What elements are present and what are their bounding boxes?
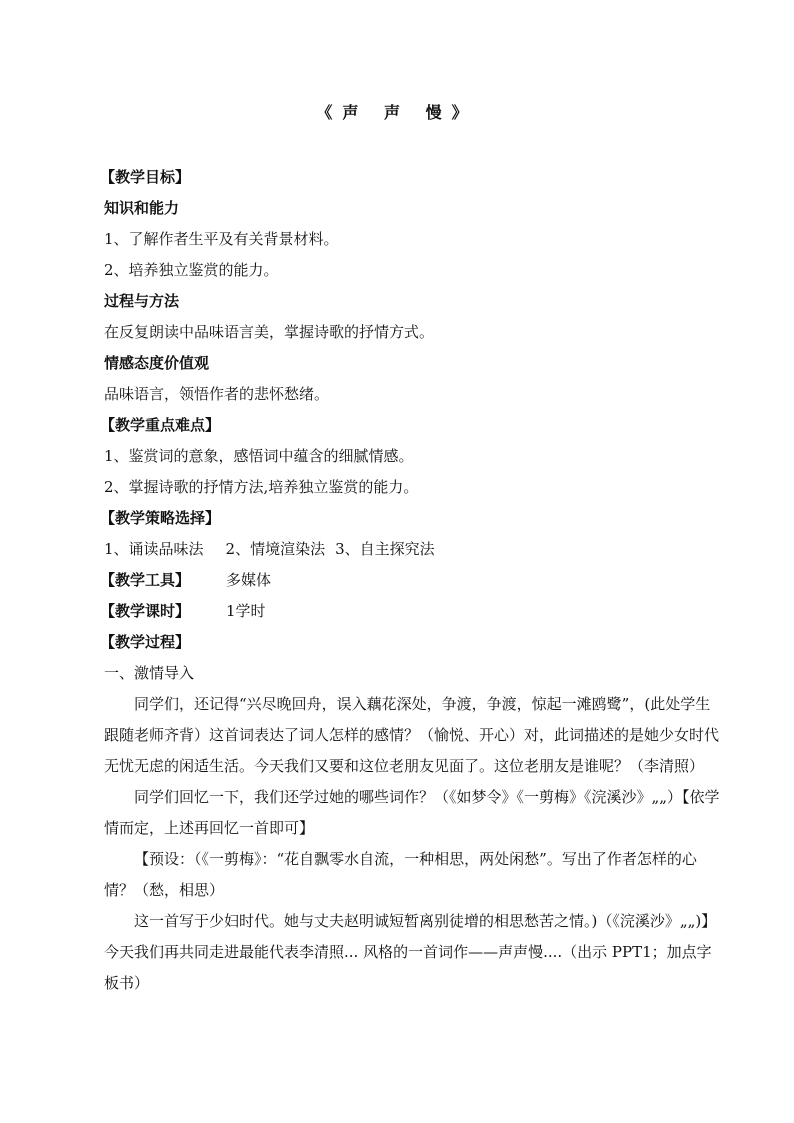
knowledge-heading: 知识和能力 <box>104 199 180 217</box>
hours-label: 【教学课时】 <box>100 602 191 620</box>
body-paragraph: 这一首写于少妇时代。她与丈夫赵明诚短暂离别徒增的相思愁苦之情。)（《浣溪沙》„„)】今天我们再共同走进最能代表李清照... 风格的一首词作——声声慢....（出示 PPT1；加点字板书） <box>104 912 717 992</box>
tools-row <box>100 565 724 596</box>
knowledge-item: 1、了解作者生平及有关背景材料。 <box>104 230 339 248</box>
process-steps-heading: 【教学过程】 <box>100 633 191 651</box>
process-heading: 过程与方法 <box>104 292 180 310</box>
body-paragraph: 【预设：（《一剪梅》：“花自飘零水自流，一种相思，两处闲愁”。写出了作者怎样的心情？（愁，相思） <box>104 850 697 899</box>
page-title: 《声 声 慢》 <box>316 103 478 122</box>
tools-label: 【教学工具】 <box>100 571 191 589</box>
body-paragraph: 同学们，还记得“兴尽晚回舟，误入藕花深处，争渡，争渡，惊起一滩鸥鹭”，(此处学生跟随老师齐背）这首词表达了词人怎样的感情？（愉悦、开心）对，此词描述的是她少女时代无忧无虑的闲适生活。今天我们又要和这位老朋友见面了。这位老朋友是谁呢？（李清照） <box>104 695 720 775</box>
key-heading: 【教学重点难点】 <box>100 416 221 434</box>
tools-value: 多媒体 <box>226 571 272 589</box>
strategy-item: 3、自主探究法 <box>335 540 435 558</box>
knowledge-item: 2、培养独立鉴赏的能力。 <box>104 261 279 279</box>
strategy-item: 2、情境渲染法 <box>225 540 326 558</box>
strategy-heading: 【教学策略选择】 <box>100 509 221 527</box>
hours-row <box>100 596 724 627</box>
step1-heading: 一、激情导入 <box>104 664 195 682</box>
emotion-heading: 情感态度价值观 <box>104 354 210 372</box>
key-item: 1、鉴赏词的意象，感悟词中蕴含的细腻情感。 <box>104 447 414 465</box>
document-body <box>100 162 724 999</box>
strategy-item: 1、诵读品味法 <box>104 540 204 558</box>
strategy-items <box>104 534 724 565</box>
process-text: 在反复朗读中品味语言美，掌握诗歌的抒情方式。 <box>104 323 435 341</box>
body-paragraph: 同学们回忆一下，我们还学过她的哪些词作？（《如梦令》《一剪梅》《浣溪沙》„„）【依学情而定，上述再回忆一首即可】 <box>104 788 720 837</box>
hours-value: 1学时 <box>226 602 266 620</box>
key-item: 2、掌握诗歌的抒情方法,培养独立鉴赏的能力。 <box>104 478 419 496</box>
goals-heading: 【教学目标】 <box>100 168 191 186</box>
emotion-text: 品味语言，领悟作者的悲怀愁绪。 <box>104 385 330 403</box>
